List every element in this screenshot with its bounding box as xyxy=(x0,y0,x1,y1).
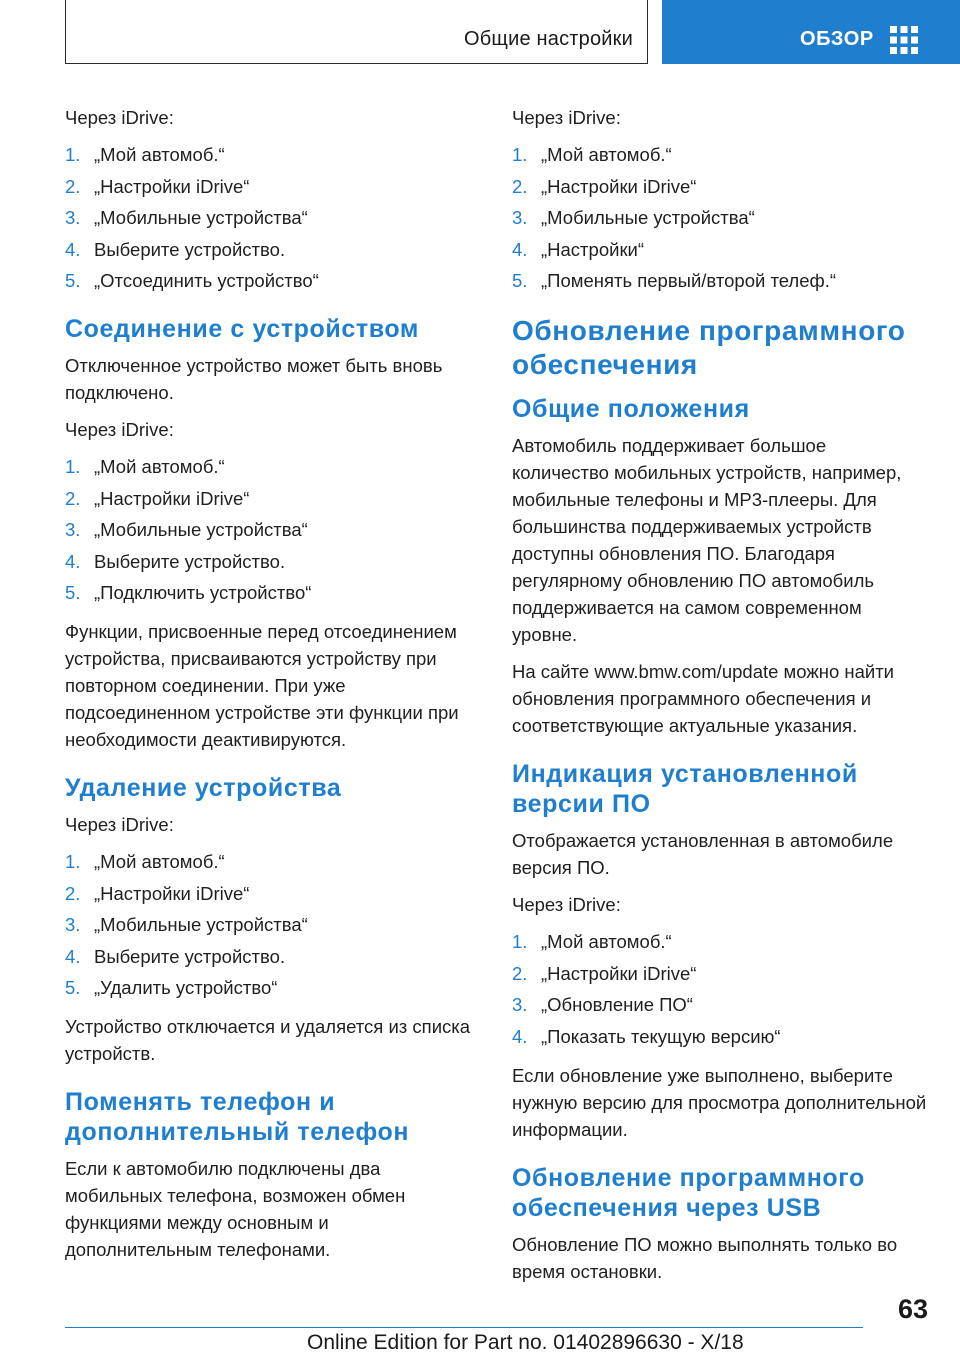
list-item: 4. Выберите устройство. xyxy=(65,550,286,572)
intro-text: Через iDrive: xyxy=(65,419,174,440)
list-item: 5. „Удалить устройство“ xyxy=(65,977,278,998)
list-item: 4. Выберите устройство. xyxy=(65,945,286,967)
paragraph: Функции, присвоенные перед отсоединением устройства, присваиваются устройству при повторном соединении. При уже подсоединенном устройстве эти функции при необходимости деактивируются. xyxy=(65,621,459,750)
section-heading: Обновление программного обеспечения через USB xyxy=(512,1163,865,1222)
list-item: 4. „Показать текущую версию“ xyxy=(512,1025,781,1047)
right-column xyxy=(512,104,928,1295)
paragraph: Если к автомобилю подключены два мобильных телефона, возможен обмен функциями между основным и дополнительным телефонами. xyxy=(65,1158,406,1260)
section-heading: Удаление устройства xyxy=(65,774,342,802)
tab-overview-label: ОБЗОР xyxy=(800,28,874,50)
steps-list xyxy=(65,848,471,1001)
list-item: 3. „Мобильные устройства“ xyxy=(512,207,755,228)
list-item: 4. „Настройки“ xyxy=(512,238,645,260)
list-item: 1. „Мой автомоб.“ xyxy=(512,144,672,165)
section-title: Общие настройки xyxy=(464,28,633,50)
page-number: 63 xyxy=(897,1294,928,1324)
intro-text: Через iDrive: xyxy=(65,814,174,835)
list-item: 5. „Подключить устройство“ xyxy=(65,582,312,603)
list-item: 4. Выберите устройство. xyxy=(65,238,286,260)
paragraph: Устройство отключается и удаляется из списка устройств. xyxy=(65,1016,471,1064)
section-heading: Поменять телефон и дополнительный телефон xyxy=(65,1088,410,1146)
intro-text: Через iDrive: xyxy=(65,107,174,128)
left-column xyxy=(65,104,471,1273)
list-item: 2. „Настройки iDrive“ xyxy=(65,487,250,509)
intro-text: Через iDrive: xyxy=(512,894,621,915)
grid-icon xyxy=(890,26,918,54)
list-item: 2. „Настройки iDrive“ xyxy=(65,175,250,197)
tab-overview[interactable] xyxy=(662,0,960,64)
list-item: 3. „Мобильные устройства“ xyxy=(65,207,308,228)
section-heading: Индикация установленной версии ПО xyxy=(512,760,858,818)
paragraph: На сайте www.bmw.com/update можно найти обновления программного обеспечения и соответствующие актуальные указания. xyxy=(512,661,895,736)
list-item: 1. „Мой автомоб.“ xyxy=(65,851,225,872)
paragraph: Если обновление уже выполнено, выберите нужную версию для просмотра дополнительной информации. xyxy=(512,1064,927,1140)
list-item: 1. „Мой автомоб.“ xyxy=(65,456,225,477)
paragraph: Отключенное устройство может быть вновь подключено. xyxy=(65,355,443,403)
paragraph: Обновление ПО можно выполнять только во время остановки. xyxy=(512,1233,898,1282)
footer-divider xyxy=(65,1327,863,1328)
list-item: 3. „Мобильные устройства“ xyxy=(65,519,308,540)
list-item: 2. „Настройки iDrive“ xyxy=(65,882,250,904)
list-item: 5. „Отсоединить устройство“ xyxy=(65,270,319,291)
list-item: 2. „Настройки iDrive“ xyxy=(512,962,697,984)
steps-list xyxy=(512,928,928,1050)
section-heading: Общие положения xyxy=(512,395,750,423)
intro-text: Через iDrive: xyxy=(512,107,621,128)
list-item: 5. „Поменять первый/второй телеф.“ xyxy=(512,270,837,291)
edition-footer: Online Edition for Part no. 01402896630 - X/18 xyxy=(307,1331,744,1354)
chapter-heading: Обновление программного обеспечения xyxy=(512,315,906,380)
list-item: 2. „Настройки iDrive“ xyxy=(512,175,697,197)
steps-list xyxy=(65,453,471,606)
steps-list xyxy=(512,141,928,294)
list-item: 3. „Обновление ПО“ xyxy=(512,994,693,1015)
header-section-box xyxy=(65,0,648,64)
list-item: 1. „Мой автомоб.“ xyxy=(65,144,225,165)
list-item: 1. „Мой автомоб.“ xyxy=(512,931,672,952)
list-item: 3. „Мобильные устройства“ xyxy=(65,914,308,935)
paragraph: Автомобиль поддерживает большое количество мобильных устройств, например, мобильные телефоны и MP3-плееры. Для большинства поддерживаемых устройств доступны обновления ПО. Благодаря регулярному обновлению ПО автомобиль поддерживается на самом современном уровне. xyxy=(512,435,902,645)
steps-list xyxy=(65,141,471,294)
section-heading: Соединение с устройством xyxy=(65,315,419,343)
paragraph: Отображается установленная в автомобиле версия ПО. xyxy=(512,830,894,878)
